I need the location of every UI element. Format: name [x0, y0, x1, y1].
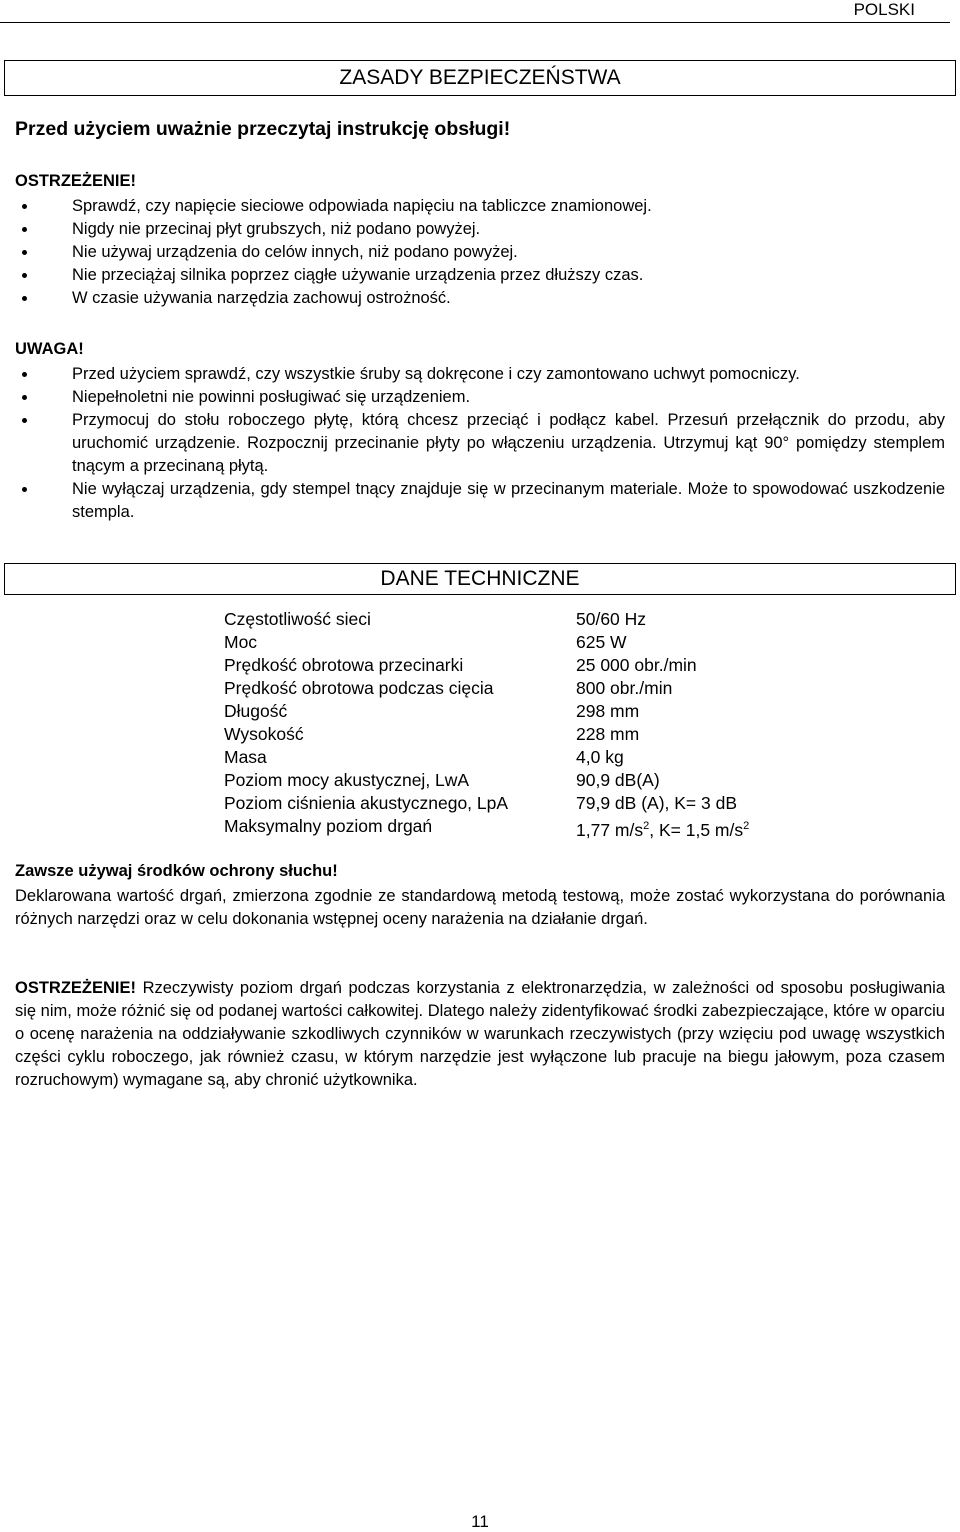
- spec-row: [224, 746, 824, 769]
- page-header: [0, 0, 950, 23]
- spec-row: [224, 815, 824, 842]
- superscript: 2: [743, 820, 750, 832]
- spec-row: [224, 700, 824, 723]
- warning-label: OSTRZEŻENIE!: [15, 172, 137, 190]
- caution-item: Przymocuj do stołu roboczego płytę, którą chcesz przeciąć i podłącz kabel. Przesuń przełącznik do przodu, aby uruchomić urządzenie. Rozpocznij przecinanie płyty po włączeniu urządzenia. Utrzymuj kąt 90° pomiędzy stemplem tnącym a przecinaną płytą.: [15, 409, 945, 478]
- warning-item: Nie używaj urządzenia do celów innych, niż podano powyżej.: [15, 241, 945, 264]
- spec-value: [576, 815, 824, 842]
- spec-value: 625 W: [576, 632, 627, 652]
- spec-name: Wysokość: [224, 724, 304, 744]
- spec-name: Długość: [224, 701, 288, 721]
- spec-value: 90,9 dB(A): [576, 770, 660, 790]
- spec-name: Częstotliwość sieci: [224, 609, 371, 629]
- spec-row: [224, 654, 824, 677]
- spec-name: Masa: [224, 747, 267, 767]
- spec-row: [224, 608, 824, 631]
- spec-row: [224, 677, 824, 700]
- technical-data-title: DANE TECHNICZNE: [4, 563, 956, 595]
- warning-item: Sprawdź, czy napięcie sieciowe odpowiada napięciu na tabliczce znamionowej.: [15, 195, 945, 218]
- spec-row: [224, 631, 824, 654]
- spec-row: [224, 792, 824, 815]
- spec-name: Prędkość obrotowa podczas cięcia: [224, 678, 494, 698]
- vibration-value-part: , K= 1,5 m/s: [649, 819, 744, 840]
- caution-item: Niepełnoletni nie powinni posługiwać się urządzeniem.: [15, 386, 945, 409]
- spec-name: Poziom ciśnienia akustycznego, LpA: [224, 793, 509, 813]
- final-warning-paragraph: [15, 977, 945, 1092]
- spec-row: [224, 723, 824, 746]
- spec-name: Moc: [224, 632, 258, 652]
- page-number: 11: [471, 1512, 489, 1531]
- caution-label: UWAGA!: [15, 340, 84, 358]
- caution-list: [15, 363, 945, 524]
- caution-item: Przed użyciem sprawdź, czy wszystkie śruby są dokręcone i czy zamontowano uchwyt pomocniczy.: [15, 363, 945, 386]
- spec-value: 228 mm: [576, 724, 640, 744]
- technical-specs-table: [224, 608, 824, 842]
- language-label: POLSKI: [853, 0, 915, 19]
- vibration-declaration: Deklarowana wartość drgań, zmierzona zgodnie ze standardową metodą testową, może zostać wykorzystana do porównania różnych narzędzi oraz w celu dokonania wstępnej oceny narażenia na działanie drgań.: [15, 887, 945, 928]
- spec-value: 800 obr./min: [576, 678, 673, 698]
- spec-value: 298 mm: [576, 701, 640, 721]
- spec-value: 50/60 Hz: [576, 609, 647, 629]
- spec-value: 79,9 dB (A), K= 3 dB: [576, 793, 737, 813]
- spec-name: Poziom mocy akustycznej, LwA: [224, 770, 470, 790]
- warning-item: Nie przeciążaj silnika poprzez ciągłe używanie urządzenia przez dłuższy czas.: [15, 264, 945, 287]
- caution-item: Nie wyłączaj urządzenia, gdy stempel tnący znajduje się w przecinanym materiale. Może to spowodować uszkodzenie stempla.: [15, 478, 945, 524]
- spec-row: [224, 769, 824, 792]
- spec-value: 4,0 kg: [576, 747, 624, 767]
- final-warning-label: OSTRZEŻENIE!: [15, 979, 137, 997]
- hearing-protection-note: Zawsze używaj środków ochrony słuchu!: [15, 862, 338, 880]
- spec-name: Prędkość obrotowa przecinarki: [224, 655, 464, 675]
- warning-item: Nigdy nie przecinaj płyt grubszych, niż podano powyżej.: [15, 218, 945, 241]
- final-warning-text: Rzeczywisty poziom drgań podczas korzystania z elektronarzędzia, w zależności od sposobu posługiwania się nim, może różnić się od podanej wartości całkowitej. Dlatego należy zidentyfikować środki zabezpieczające, które w oparciu o ocenę narażenia na oddziaływanie szkodliwych czynników w warunkach rzeczywistych (przy wzięciu pod uwagę wszystkich części cyklu roboczego, jak również czasu, w którym narzędzie jest wyłączone lub pracuje na biegu jałowym, poza czasem rozruchowym) wymagane są, aby chronić użytkownika.: [15, 979, 945, 1089]
- superscript: 2: [643, 820, 650, 832]
- warning-item: W czasie używania narzędzia zachowuj ostrożność.: [15, 287, 945, 310]
- warning-list: [15, 195, 945, 310]
- safety-section-title: ZASADY BEZPIECZEŃSTWA: [4, 60, 956, 96]
- spec-value: 25 000 obr./min: [576, 655, 697, 675]
- spec-name: Maksymalny poziom drgań: [224, 816, 433, 836]
- read-instructions-heading: Przed użyciem uważnie przeczytaj instrukcję obsługi!: [15, 118, 511, 140]
- vibration-value-part: 1,77 m/s: [576, 819, 644, 840]
